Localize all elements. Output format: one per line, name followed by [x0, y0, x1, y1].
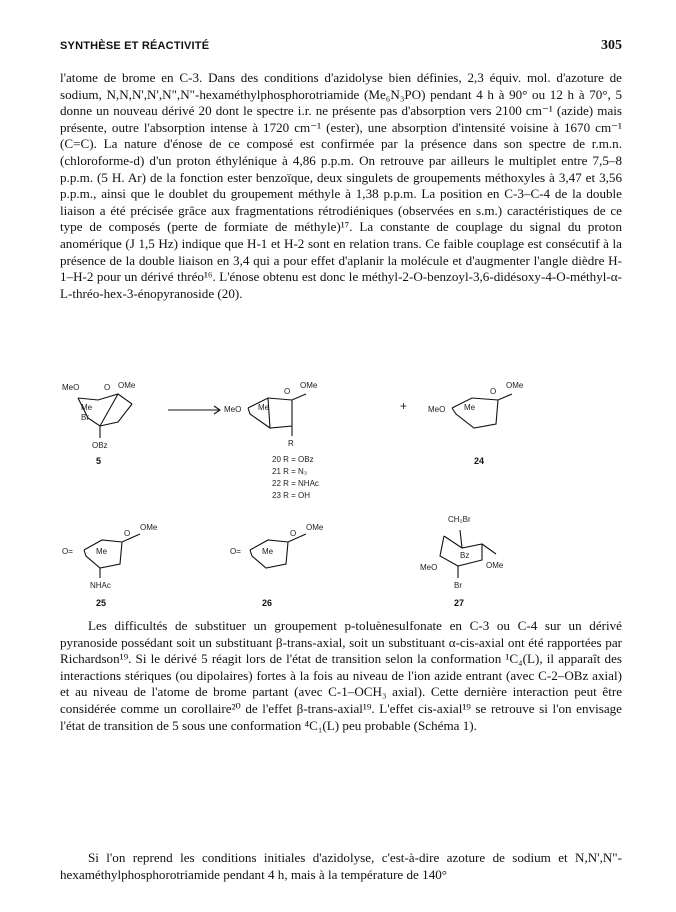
label-ome-25: OMe	[140, 523, 158, 532]
r-list-item-21: 21 R = N₃	[272, 467, 308, 476]
plus-sign: +	[400, 399, 408, 413]
label-me-25: Me	[96, 547, 108, 556]
label-ome-5: OMe	[118, 381, 136, 390]
compound-number-27: 27	[454, 598, 465, 608]
label-o-eq-25: O=	[62, 547, 73, 556]
compound-number-5: 5	[96, 456, 102, 466]
body-paragraph-2: Les difficultés de substituer un groupement p-toluènesulfonate en C-3 ou C-4 sur un dérivé pyranoside possédant soit un substituant β-trans-axial, soit un substituant α-cis-axial ont été rapportées par Richardson¹⁹. Si le dérivé 5 réagit lors de l'état de transition selon la conformation ¹C₄(L), il apparaît des interactions stériques (ou dipolaires) fortes à la fois au niveau de l'ion azide entrant (avec C-2–OBz axial) et au niveau de l'atome de brome partant (avec C-1–OCH₃ axial). Cette dernière interaction peut être considérée comme un corollaire²⁰ de l'effet β-trans-axial¹⁹. L'effet cis-axial¹⁹ se retrouve si l'on envisage l'état de transition de 5 sous une conformation ⁴C₁(L) peu probable (Schéma 1).	[60, 618, 622, 733]
label-me-26: Me	[262, 547, 274, 556]
label-ch2br-27: CH₂Br	[448, 515, 471, 524]
label-o-26: O	[290, 529, 297, 538]
structure-27	[420, 515, 504, 608]
scheme-figure	[60, 378, 622, 610]
label-ome-27: OMe	[486, 561, 504, 570]
r-list-item-23: 23 R = OH	[272, 491, 311, 500]
compound-number-25: 25	[96, 598, 107, 608]
label-br-5: Br	[81, 413, 89, 422]
label-ome-24: OMe	[506, 381, 524, 390]
running-header	[60, 40, 622, 58]
r-list-item-22: 22 R = NHAc	[272, 479, 319, 488]
label-me-5: Me	[81, 403, 93, 412]
label-o-25: O	[124, 529, 131, 538]
label-meo-24: MeO	[428, 405, 446, 414]
compound-number-26: 26	[262, 598, 273, 608]
body-paragraph-3: Si l'on reprend les conditions initiales d'azidolyse, c'est-à-dire azoture de sodium et N,N',N"-hexaméthylphosphorotriamide pendant 4 h, mais à la température de 140°	[60, 850, 622, 882]
label-nhac-25: NHAc	[90, 581, 111, 590]
reaction-scheme	[60, 378, 622, 610]
label-meo-20: MeO	[224, 405, 242, 414]
running-head-title: SYNTHÈSE ET RÉACTIVITÉ	[60, 40, 210, 52]
label-o-24: O	[490, 387, 497, 396]
label-r-20: R	[288, 439, 294, 448]
label-o-20: O	[284, 387, 291, 396]
structure-26	[230, 523, 324, 608]
label-obz-5: OBz	[92, 441, 108, 450]
structure-25	[62, 523, 158, 608]
structure-20-23	[224, 381, 319, 500]
label-meo-27: MeO	[420, 563, 438, 572]
structure-5	[62, 381, 136, 466]
body-paragraph-1: l'atome de brome en C-3. Dans des conditions d'azidolyse bien définies, 2,3 équiv. mol. d'azoture de sodium, N,N,N',N',N",N"-hexaméthylphosphorotriamide (Me₆N₃PO) pendant 4 h à 90° ou 12 h à 70°, 5 donne un nouveau dérivé 20 dont le spectre i.r. ne présente pas d'absorption vers 2100 cm⁻¹ (azide) mais présente, outre l'absorption intense à 1720 cm⁻¹ (ester), une absorption d'intensité voisine à 1670 cm⁻¹ (C=C). La nature d'énose de ce composé est confirmée par la présence dans son spectre de r.m.n. (chloroforme-d) d'un proton éthylénique à 4,86 p.p.m. On retrouve par ailleurs le multiplet entre 7,5–8 p.p.m. (5 H. Ar) de la fonction ester benzoïque, deux singulets de groupements méthoxyles à 3,47 et 3,56 p.p.m., ainsi que le doublet du groupement méthyle à 1,38 p.p.m. La position en C-3–C-4 de la double liaison a été précisée grâce aux fragmentations rétrodiéniques (observées en s.m.) caractéristiques de ce type de composés (perte de formiate de méthyle)¹⁷. La constante de couplage du signal du proton anomérique (J 1,5 Hz) indique que H-1 et H-2 sont en relation trans. Ce faible couplage est consécutif à la présence de la double liaison en 3,4 qui a pour effet d'aplanir la molécule et d'augmenter l'angle dièdre H-1–H-2 pour un dérivé thréo¹⁶. L'énose obtenu est donc le méthyl-2-O-benzoyl-3,6-didésoxy-4-O-méthyl-α-L-thréo-hex-3-énopyranoside (20).	[60, 70, 622, 301]
label-o-eq-26: O=	[230, 547, 241, 556]
label-bz-27: Bz	[460, 551, 470, 560]
structure-24	[428, 381, 524, 466]
label-ome-26: OMe	[306, 523, 324, 532]
label-me-24: Me	[464, 403, 476, 412]
r-list-item-20: 20 R = OBz	[272, 455, 314, 464]
label-br-27: Br	[454, 581, 462, 590]
label-ome-20: OMe	[300, 381, 318, 390]
compound-number-24: 24	[474, 456, 485, 466]
label-meo-5: MeO	[62, 383, 80, 392]
label-me-20: Me	[258, 403, 270, 412]
page-number: 305	[601, 38, 622, 53]
label-o-5: O	[104, 383, 111, 392]
